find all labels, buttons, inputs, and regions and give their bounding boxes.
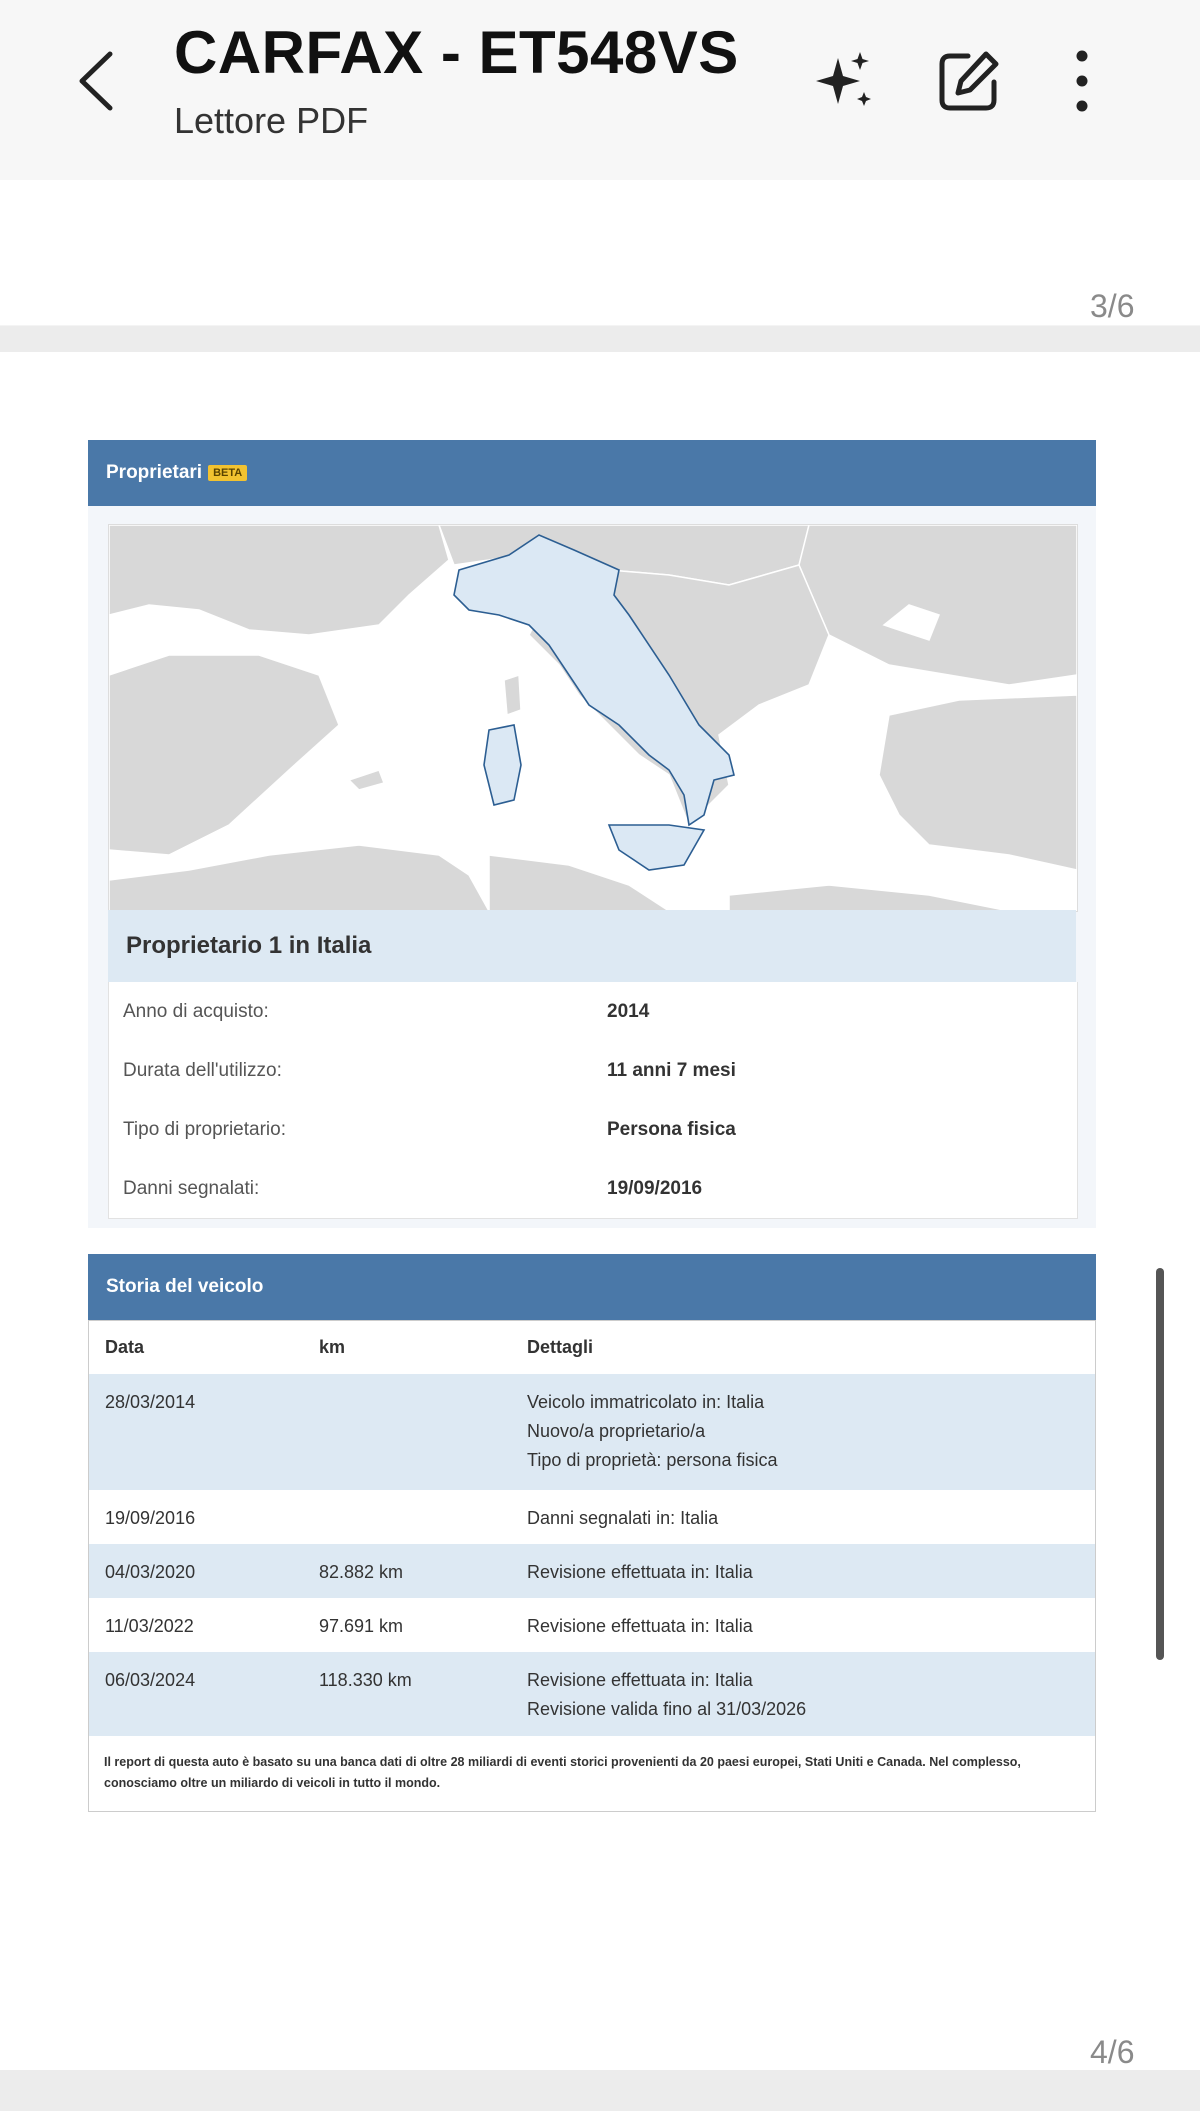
history-row: [89, 1652, 1095, 1736]
history-details: [527, 1558, 753, 1587]
history-km: 82.882 km: [319, 1562, 404, 1582]
app-bar: [0, 0, 1200, 180]
owner-title-bar: [108, 910, 1076, 982]
info-value: 19/09/2016: [607, 1178, 703, 1199]
history-section-title: Storia del veicolo: [106, 1276, 264, 1297]
pdf-page-3: [0, 180, 1200, 325]
history-row: [89, 1598, 1095, 1652]
column-header-date: Data: [105, 1337, 145, 1357]
report-footnote: Il report di questa auto è basato su una banca dati di oltre 28 miliardi di eventi storici provenienti da 20 paesi europei, Stati Uniti e Canada. Nel complesso, conosciamo oltre un miliardo di veicoli in tutto il mondo.: [104, 1755, 1021, 1790]
history-row: [89, 1374, 1095, 1490]
page-number: 3/6: [1090, 288, 1135, 324]
more-vertical-icon[interactable]: [1054, 46, 1124, 116]
owner-info-row: [108, 982, 1078, 1042]
info-label: Tipo di proprietario:: [123, 1119, 286, 1140]
history-row: [89, 1490, 1095, 1544]
history-detail-line: Revisione effettuata in: Italia: [527, 1670, 753, 1690]
history-section-header: [88, 1254, 1096, 1320]
history-detail-line: Veicolo immatricolato in: Italia: [527, 1392, 765, 1412]
europe-map: [108, 524, 1078, 912]
history-detail-line: Revisione effettuata in: Italia: [527, 1562, 753, 1582]
owners-section-header: [88, 440, 1096, 506]
history-date: 11/03/2022: [105, 1616, 194, 1636]
history-row: [89, 1544, 1095, 1598]
edit-icon[interactable]: [934, 46, 1004, 116]
page-number: 4/6: [1090, 2034, 1135, 2070]
history-date: 06/03/2024: [105, 1670, 196, 1690]
info-label: Danni segnalati:: [123, 1178, 260, 1199]
column-header-km: km: [319, 1337, 346, 1357]
history-date: 19/09/2016: [105, 1508, 196, 1528]
history-details: [527, 1666, 806, 1724]
scrollbar-thumb[interactable]: [1156, 1268, 1164, 1660]
map-graphic: [109, 525, 1077, 911]
owner-title: Proprietario 1 in Italia: [126, 932, 372, 959]
app-subtitle: Lettore PDF: [174, 100, 369, 141]
sparkle-icon[interactable]: [808, 46, 878, 116]
history-km: 118.330 km: [319, 1670, 412, 1690]
owners-section-title: Proprietari: [106, 462, 203, 483]
owner-info-row: [108, 1041, 1078, 1101]
info-label: Durata dell'utilizzo:: [123, 1060, 282, 1081]
history-date: 28/03/2014: [105, 1392, 196, 1412]
history-detail-line: Revisione valida fino al 31/03/2026: [527, 1699, 807, 1719]
info-value: Persona fisica: [607, 1119, 736, 1140]
history-date: 04/03/2020: [105, 1562, 196, 1582]
info-value: 11 anni 7 mesi: [607, 1060, 736, 1081]
history-details: [527, 1504, 718, 1533]
owner-info-row: [108, 1159, 1078, 1219]
info-value: 2014: [607, 1001, 650, 1022]
page-separator: [0, 2070, 1200, 2111]
info-label: Anno di acquisto:: [123, 1001, 269, 1022]
back-arrow-icon[interactable]: [72, 46, 122, 116]
column-header-details: Dettagli: [527, 1337, 594, 1357]
owner-info-row: [108, 1100, 1078, 1160]
history-details: [527, 1388, 777, 1475]
history-km: 97.691 km: [319, 1616, 404, 1636]
history-detail-line: Revisione effettuata in: Italia: [527, 1616, 753, 1636]
document-title: CARFAX - ET548VS: [174, 19, 739, 86]
history-detail-line: Tipo di proprietà: persona fisica: [527, 1450, 778, 1470]
history-details: [527, 1612, 753, 1641]
page-separator: [0, 326, 1200, 352]
history-detail-line: Nuovo/a proprietario/a: [527, 1421, 706, 1441]
beta-badge: BETA: [208, 465, 247, 481]
history-detail-line: Danni segnalati in: Italia: [527, 1508, 719, 1528]
